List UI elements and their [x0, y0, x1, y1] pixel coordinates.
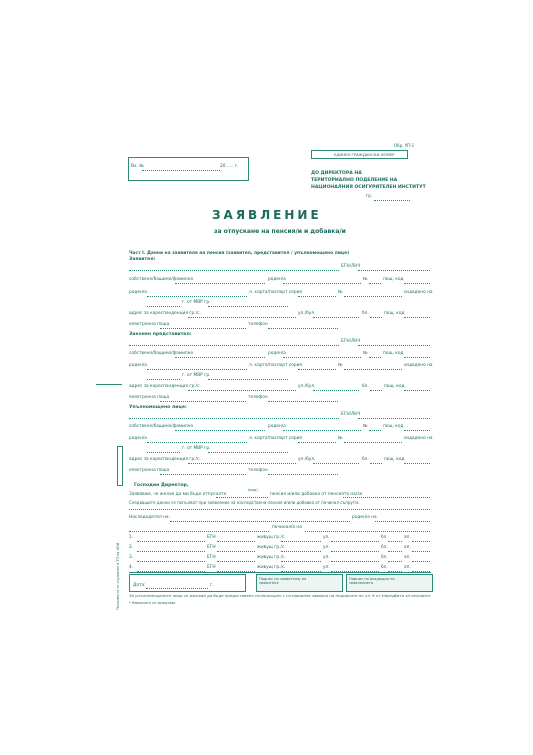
representative-birthplace-field[interactable]	[147, 369, 247, 370]
applicant-postcode-label: пощ. код	[383, 277, 404, 282]
heir-address-field[interactable]	[281, 561, 321, 562]
authorized-address-label: адрес за кореспонденция гр./с.	[129, 457, 201, 462]
deceased-name-field[interactable]	[170, 521, 350, 522]
heir-apt-label: ап.	[404, 535, 411, 540]
representative-idno-label: №	[338, 363, 343, 368]
fold-mark	[96, 384, 122, 385]
applicant-mvr-field[interactable]	[208, 306, 288, 307]
heir-street-label: ул.	[323, 545, 330, 550]
authorized-egn-label: ЕГН/ЛНЧ	[341, 412, 361, 417]
representative-issued-label: издадено на	[404, 363, 433, 368]
applicant-born-label: роден/а	[268, 277, 286, 282]
applicant-signature-box[interactable]	[256, 574, 343, 592]
heir-egn-field[interactable]	[217, 541, 255, 542]
heir-egn-label: ЕГН	[207, 565, 216, 570]
heir-apt-field[interactable]	[412, 561, 430, 562]
heir-egn-label: ЕГН	[207, 555, 216, 560]
authorized-egn-line[interactable]	[129, 418, 339, 419]
applicant-phone-label: телефон	[248, 322, 268, 327]
heir-apt-field[interactable]	[412, 541, 430, 542]
representative-born2-label: роден/а	[129, 363, 147, 368]
applicant-birthplace-field[interactable]	[147, 296, 247, 297]
part2-kind-field[interactable]	[216, 497, 268, 498]
heir-street-field[interactable]	[331, 551, 379, 552]
part2-kind-note: (вид)	[248, 488, 258, 492]
representative-street-label: ул./бул.	[298, 384, 316, 389]
representative-block-field[interactable]	[370, 390, 382, 391]
authorized-idno-label: №	[338, 436, 343, 441]
representative-egn-field[interactable]	[358, 345, 430, 346]
applicant-label: Заявител:	[129, 257, 156, 262]
heir-row-number: 1.	[129, 535, 134, 540]
entry-year-suffix: 20 ..... г.	[220, 164, 239, 169]
applicant-address-label: адрес за кореспонденция гр./с.	[129, 311, 201, 316]
authorized-number-field[interactable]	[369, 430, 381, 431]
part2-request-text: Заявявам, че желая да ми бъде отпусната	[129, 492, 227, 497]
authorized-email-field[interactable]	[160, 474, 246, 475]
representative-street-field[interactable]	[313, 390, 359, 391]
page-subtitle: за отпускане на пенсия/и и добавка/и	[214, 228, 346, 235]
applicant-egn-field[interactable]	[358, 270, 430, 271]
heir-apt-label: ап.	[404, 565, 411, 570]
part1-heading: Част I. Данни на заявителя на пенсия (заявител, представител / упълномощено лице)	[129, 251, 350, 256]
heir-street-label: ул.	[323, 565, 330, 570]
representative-issued-date-field[interactable]	[147, 379, 180, 380]
representative-idno-field[interactable]	[344, 369, 402, 370]
applicant-email-field[interactable]	[160, 328, 246, 329]
applicant-signature-label: Подпис на заявителя/ на заявителя	[259, 577, 307, 586]
date-box	[129, 574, 246, 592]
heir-street-field[interactable]	[331, 541, 379, 542]
heir-block-label: бл.	[381, 535, 388, 540]
authorized-block-label: бл.	[362, 457, 369, 462]
heir-street-field[interactable]	[331, 561, 379, 562]
representative-address-field[interactable]	[188, 390, 296, 391]
authorized-born2-label: роден/а	[129, 436, 147, 441]
heir-egn-label: ЕГН	[207, 535, 216, 540]
heir-row	[129, 535, 431, 545]
part2-request-suffix: пенсия и/или добавка от пенсията на/за	[270, 492, 363, 497]
deceased-born-label: роден/а на	[352, 515, 377, 520]
footer-footnote: * Невярното се зачертава	[129, 601, 176, 605]
representative-name-field[interactable]	[175, 357, 265, 358]
addressee-line1: ДО ДИРЕКТОРА НА	[311, 171, 362, 176]
heir-address-field[interactable]	[281, 551, 321, 552]
heir-block-field[interactable]	[388, 551, 402, 552]
authorized-pcode-label: пощ. код	[384, 457, 405, 462]
deceased-label: Наследодател на:	[129, 515, 170, 520]
applicant-pcode-label: пощ. код	[384, 311, 405, 316]
heir-row-number: 4.	[129, 565, 134, 570]
heir-egn-label: ЕГН	[207, 545, 216, 550]
representative-egn-line[interactable]	[129, 345, 339, 346]
applicant-egn-label: ЕГН/ЛНЧ	[341, 264, 361, 269]
signature-row-top	[129, 572, 431, 573]
deceased-date-label: починал/а на	[272, 525, 302, 530]
authorized-pcode-field[interactable]	[404, 463, 430, 464]
heir-name-field[interactable]	[137, 541, 205, 542]
representative-pcode-field[interactable]	[404, 390, 430, 391]
part2-survivors-field[interactable]	[129, 509, 430, 510]
receiver-signature-label: Подпис на входящия на заявлението	[349, 577, 395, 586]
deceased-egn-line[interactable]	[129, 531, 269, 532]
representative-phone-label: телефон	[248, 395, 268, 400]
heir-row	[129, 545, 431, 555]
heir-block-field[interactable]	[388, 561, 402, 562]
side-stripe	[117, 446, 123, 486]
applicant-block-label: бл.	[362, 311, 369, 316]
authorized-birthplace-field[interactable]	[147, 442, 247, 443]
applicant-address-field[interactable]	[188, 317, 296, 318]
date-suffix: г.	[210, 583, 214, 588]
form-code: Обр. УП-1	[394, 143, 415, 148]
heir-egn-field[interactable]	[217, 561, 255, 562]
applicant-block-field[interactable]	[370, 317, 382, 318]
part2-survivors-text: Следващите данни се попълват при заявление за наследствена пенсия и/или добавка от починал съпруг/а	[129, 500, 359, 505]
addressee-line3: НАЦИОНАЛНИЯ ОСИГУРИТЕЛЕН ИНСТИТУТ	[311, 185, 426, 190]
side-note: Попълва се от служител в ТП на НОИ	[116, 542, 120, 610]
representative-pcode-label: пощ. код	[384, 384, 405, 389]
applicant-issued-label: издадено на	[404, 290, 433, 295]
addressee-city-label: гр.	[366, 194, 373, 199]
representative-name-label: собствено/бащино/фамилно	[129, 351, 194, 356]
applicant-number-label: №	[363, 277, 368, 282]
authorized-id-label: л. карта/паспорт серия	[249, 436, 302, 441]
page-title: ЗАЯВЛЕНИЕ	[212, 208, 322, 222]
heir-apt-label: ап.	[404, 555, 411, 560]
representative-postcode-label: пощ. код	[383, 351, 404, 356]
applicant-id-label: л. карта/паспорт серия	[249, 290, 302, 295]
heir-row-number: 2.	[129, 545, 134, 550]
heir-block-label: бл.	[381, 555, 388, 560]
authorized-number-label: №	[363, 424, 368, 429]
applicant-name-field[interactable]	[175, 283, 265, 284]
heir-block-field[interactable]	[388, 541, 402, 542]
authorized-postcode-field[interactable]	[404, 430, 430, 431]
authorized-phone-field[interactable]	[268, 474, 338, 475]
authorized-street-label: ул./бул.	[298, 457, 316, 462]
applicant-name-label: собствено/бащино/фамилно	[129, 277, 194, 282]
applicant-email-label: електронна поща	[129, 322, 170, 327]
part2-request-target-field[interactable]	[343, 497, 430, 498]
deceased-born-field[interactable]	[375, 521, 430, 522]
applicant-idno-field[interactable]	[344, 296, 402, 297]
heir-address-label: живущ гр./с.	[257, 545, 286, 550]
representative-postcode-field[interactable]	[404, 357, 430, 358]
heir-name-field[interactable]	[137, 561, 205, 562]
authorized-name-label: собствено/бащино/фамилно	[129, 424, 194, 429]
representative-egn-label: ЕГН/ЛНЧ	[341, 339, 361, 344]
date-label: Дата:	[133, 583, 146, 588]
authorized-egn-field[interactable]	[358, 418, 430, 419]
applicant-born2-label: роден/а	[129, 290, 147, 295]
representative-born-field[interactable]	[283, 357, 361, 358]
addressee-line2: ТЕРИТОРИАЛНО ПОДЕЛЕНИЕ НА	[311, 178, 398, 183]
applicant-street-field[interactable]	[313, 317, 359, 318]
representative-mvr-label: г. от МВР гр.	[182, 373, 211, 378]
applicant-number-field[interactable]	[369, 283, 381, 284]
heir-address-label: живущ гр./с.	[257, 555, 286, 560]
heir-block-label: бл.	[381, 565, 388, 570]
representative-number-label: №	[363, 351, 368, 356]
egn-registry-box[interactable]	[311, 150, 408, 159]
applicant-born-field[interactable]	[283, 283, 361, 284]
applicant-idno-label: №	[338, 290, 343, 295]
authorized-postcode-label: пощ. код	[383, 424, 404, 429]
authorized-issued-date-field[interactable]	[147, 452, 180, 453]
applicant-mvr-label: г. от МВР гр.	[182, 300, 211, 305]
applicant-phone-field[interactable]	[268, 328, 338, 329]
authorized-email-label: електронна поща	[129, 468, 170, 473]
footer-note: За упълномощените лица се изисква да бъде предоставено пълномощно с нотариална заверка на подписите по чл. 9 от Наредбата за пенсиите	[129, 593, 431, 598]
date-field[interactable]	[146, 588, 208, 589]
part2-greeting: Господин Директор,	[134, 483, 189, 488]
heir-street-label: ул.	[323, 535, 330, 540]
heir-block-label: бл.	[381, 545, 388, 550]
authorized-label: Упълномощено лице:	[129, 405, 187, 410]
applicant-egn-line[interactable]	[129, 270, 339, 271]
applicant-postcode-field[interactable]	[404, 283, 430, 284]
heir-row	[129, 555, 431, 565]
authorized-mvr-label: г. от МВР гр.	[182, 446, 211, 451]
authorized-block-field[interactable]	[370, 463, 382, 464]
representative-address-label: адрес за кореспонденция гр./с.	[129, 384, 201, 389]
heir-address-field[interactable]	[281, 541, 321, 542]
deceased-date-field[interactable]	[305, 531, 430, 532]
representative-born-label: роден/а	[268, 351, 286, 356]
authorized-born-label: роден/а	[268, 424, 286, 429]
representative-mvr-field[interactable]	[208, 379, 288, 380]
receiver-signature-box[interactable]	[346, 574, 433, 592]
applicant-issued-date-field[interactable]	[147, 306, 180, 307]
addressee-city-line[interactable]	[374, 200, 410, 201]
heir-street-label: ул.	[323, 555, 330, 560]
heir-row-number: 3.	[129, 555, 134, 560]
applicant-pcode-field[interactable]	[404, 317, 430, 318]
authorized-name-field[interactable]	[175, 430, 265, 431]
heir-name-field[interactable]	[137, 551, 205, 552]
entry-stamp-box	[128, 157, 249, 181]
representative-phone-field[interactable]	[268, 401, 338, 402]
heir-apt-label: ап.	[404, 545, 411, 550]
authorized-street-field[interactable]	[313, 463, 359, 464]
authorized-mvr-field[interactable]	[208, 452, 288, 453]
applicant-id-field[interactable]	[298, 296, 336, 297]
authorized-issued-label: издадено на	[404, 436, 433, 441]
registry-label: ЕДИНЕН ГРАЖДАНСКИ НОМЕР	[334, 151, 395, 157]
heir-apt-field[interactable]	[412, 551, 430, 552]
heir-egn-field[interactable]	[217, 551, 255, 552]
authorized-idno-field[interactable]	[344, 442, 402, 443]
heir-address-label: живущ гр./с.	[257, 535, 286, 540]
representative-email-field[interactable]	[160, 401, 246, 402]
representative-label: Законен представител:	[129, 332, 192, 337]
heir-address-label: живущ гр./с.	[257, 565, 286, 570]
entry-number-label: Вх. №	[131, 164, 144, 169]
representative-email-label: електронна поща	[129, 395, 170, 400]
authorized-phone-label: телефон	[248, 468, 268, 473]
authorized-born-field[interactable]	[283, 430, 361, 431]
representative-id-field[interactable]	[298, 369, 336, 370]
representative-number-field[interactable]	[369, 357, 381, 358]
representative-block-label: бл.	[362, 384, 369, 389]
representative-id-label: л. карта/паспорт серия	[249, 363, 302, 368]
applicant-street-label: ул./бул.	[298, 311, 316, 316]
authorized-address-field[interactable]	[188, 463, 296, 464]
authorized-id-field[interactable]	[298, 442, 336, 443]
